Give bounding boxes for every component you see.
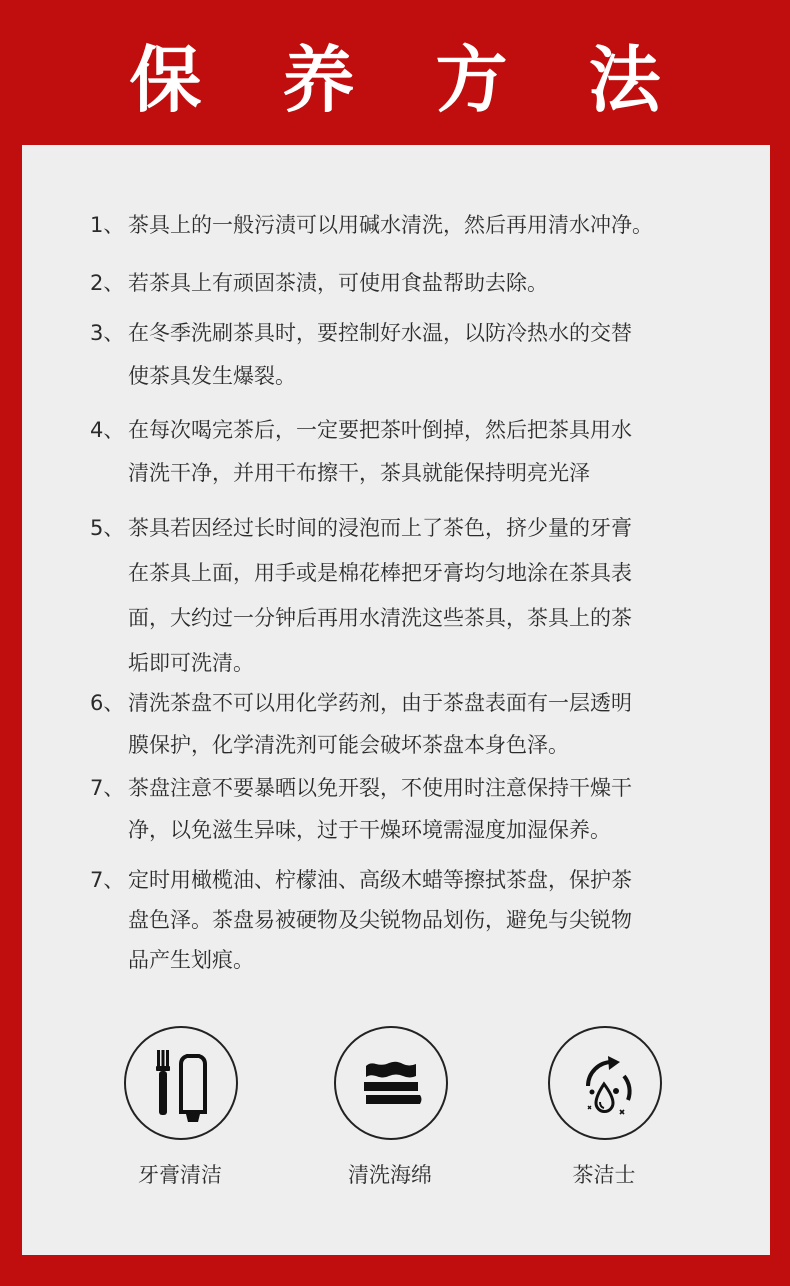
- item-text: 盘色泽。茶盘易被硬物及尖锐物品划伤，避免与尖锐物: [128, 908, 632, 932]
- item-text: 净，以免滋生异味，过于干燥环境需湿度加湿保养。: [128, 818, 611, 842]
- item-number: 7、: [90, 776, 125, 800]
- item-number: 6、: [90, 691, 125, 715]
- item-number: 1、: [90, 213, 125, 237]
- item-text: 在冬季洗刷茶具时，要控制好水温，以防冷热水的交替: [128, 321, 632, 345]
- item-text: 面，大约过一分钟后再用水清洗这些茶具，茶具上的茶: [128, 606, 632, 630]
- tool-label: 牙膏清洁: [138, 1163, 222, 1187]
- page-title: 保 养 方 法: [129, 38, 689, 122]
- item-text: 茶具若因经过长时间的浸泡而上了茶色，挤少量的牙膏: [128, 516, 632, 540]
- item-text: 品产生划痕。: [128, 948, 254, 972]
- item-text: 若茶具上有顽固茶渍，可使用食盐帮助去除。: [128, 271, 548, 295]
- item-number: 7、: [90, 868, 125, 892]
- item-number: 2、: [90, 271, 125, 295]
- item-text: 定时用橄榄油、柠檬油、高级木蜡等擦拭茶盘，保护茶: [128, 868, 632, 892]
- item-text: 清洗茶盘不可以用化学药剂，由于茶盘表面有一层透明: [128, 691, 632, 715]
- item-text: 使茶具发生爆裂。: [128, 364, 296, 388]
- tool-label: 清洗海绵: [348, 1163, 432, 1187]
- sponge-stack-icon: [334, 1026, 448, 1140]
- tool-label: 茶洁士: [572, 1163, 636, 1187]
- water-drop-cycle-icon: [548, 1026, 662, 1140]
- content-panel: [22, 145, 770, 1255]
- item-number: 5、: [90, 516, 125, 540]
- item-text: 垢即可洗清。: [128, 651, 254, 675]
- item-number: 3、: [90, 321, 125, 345]
- item-text: 茶盘注意不要暴晒以免开裂，不使用时注意保持干燥干: [128, 776, 632, 800]
- item-text: 在茶具上面，用手或是棉花棒把牙膏均匀地涂在茶具表: [128, 561, 632, 585]
- item-text: 在每次喝完茶后，一定要把茶叶倒掉，然后把茶具用水: [128, 418, 632, 442]
- item-text: 膜保护，化学清洗剂可能会破坏茶盘本身色泽。: [128, 733, 569, 757]
- item-text: 清洗干净，并用干布擦干，茶具就能保持明亮光泽: [128, 461, 590, 485]
- item-number: 4、: [90, 418, 125, 442]
- item-text: 茶具上的一般污渍可以用碱水清洗，然后再用清水冲净。: [128, 213, 653, 237]
- toothbrush-toothpaste-icon: [124, 1026, 238, 1140]
